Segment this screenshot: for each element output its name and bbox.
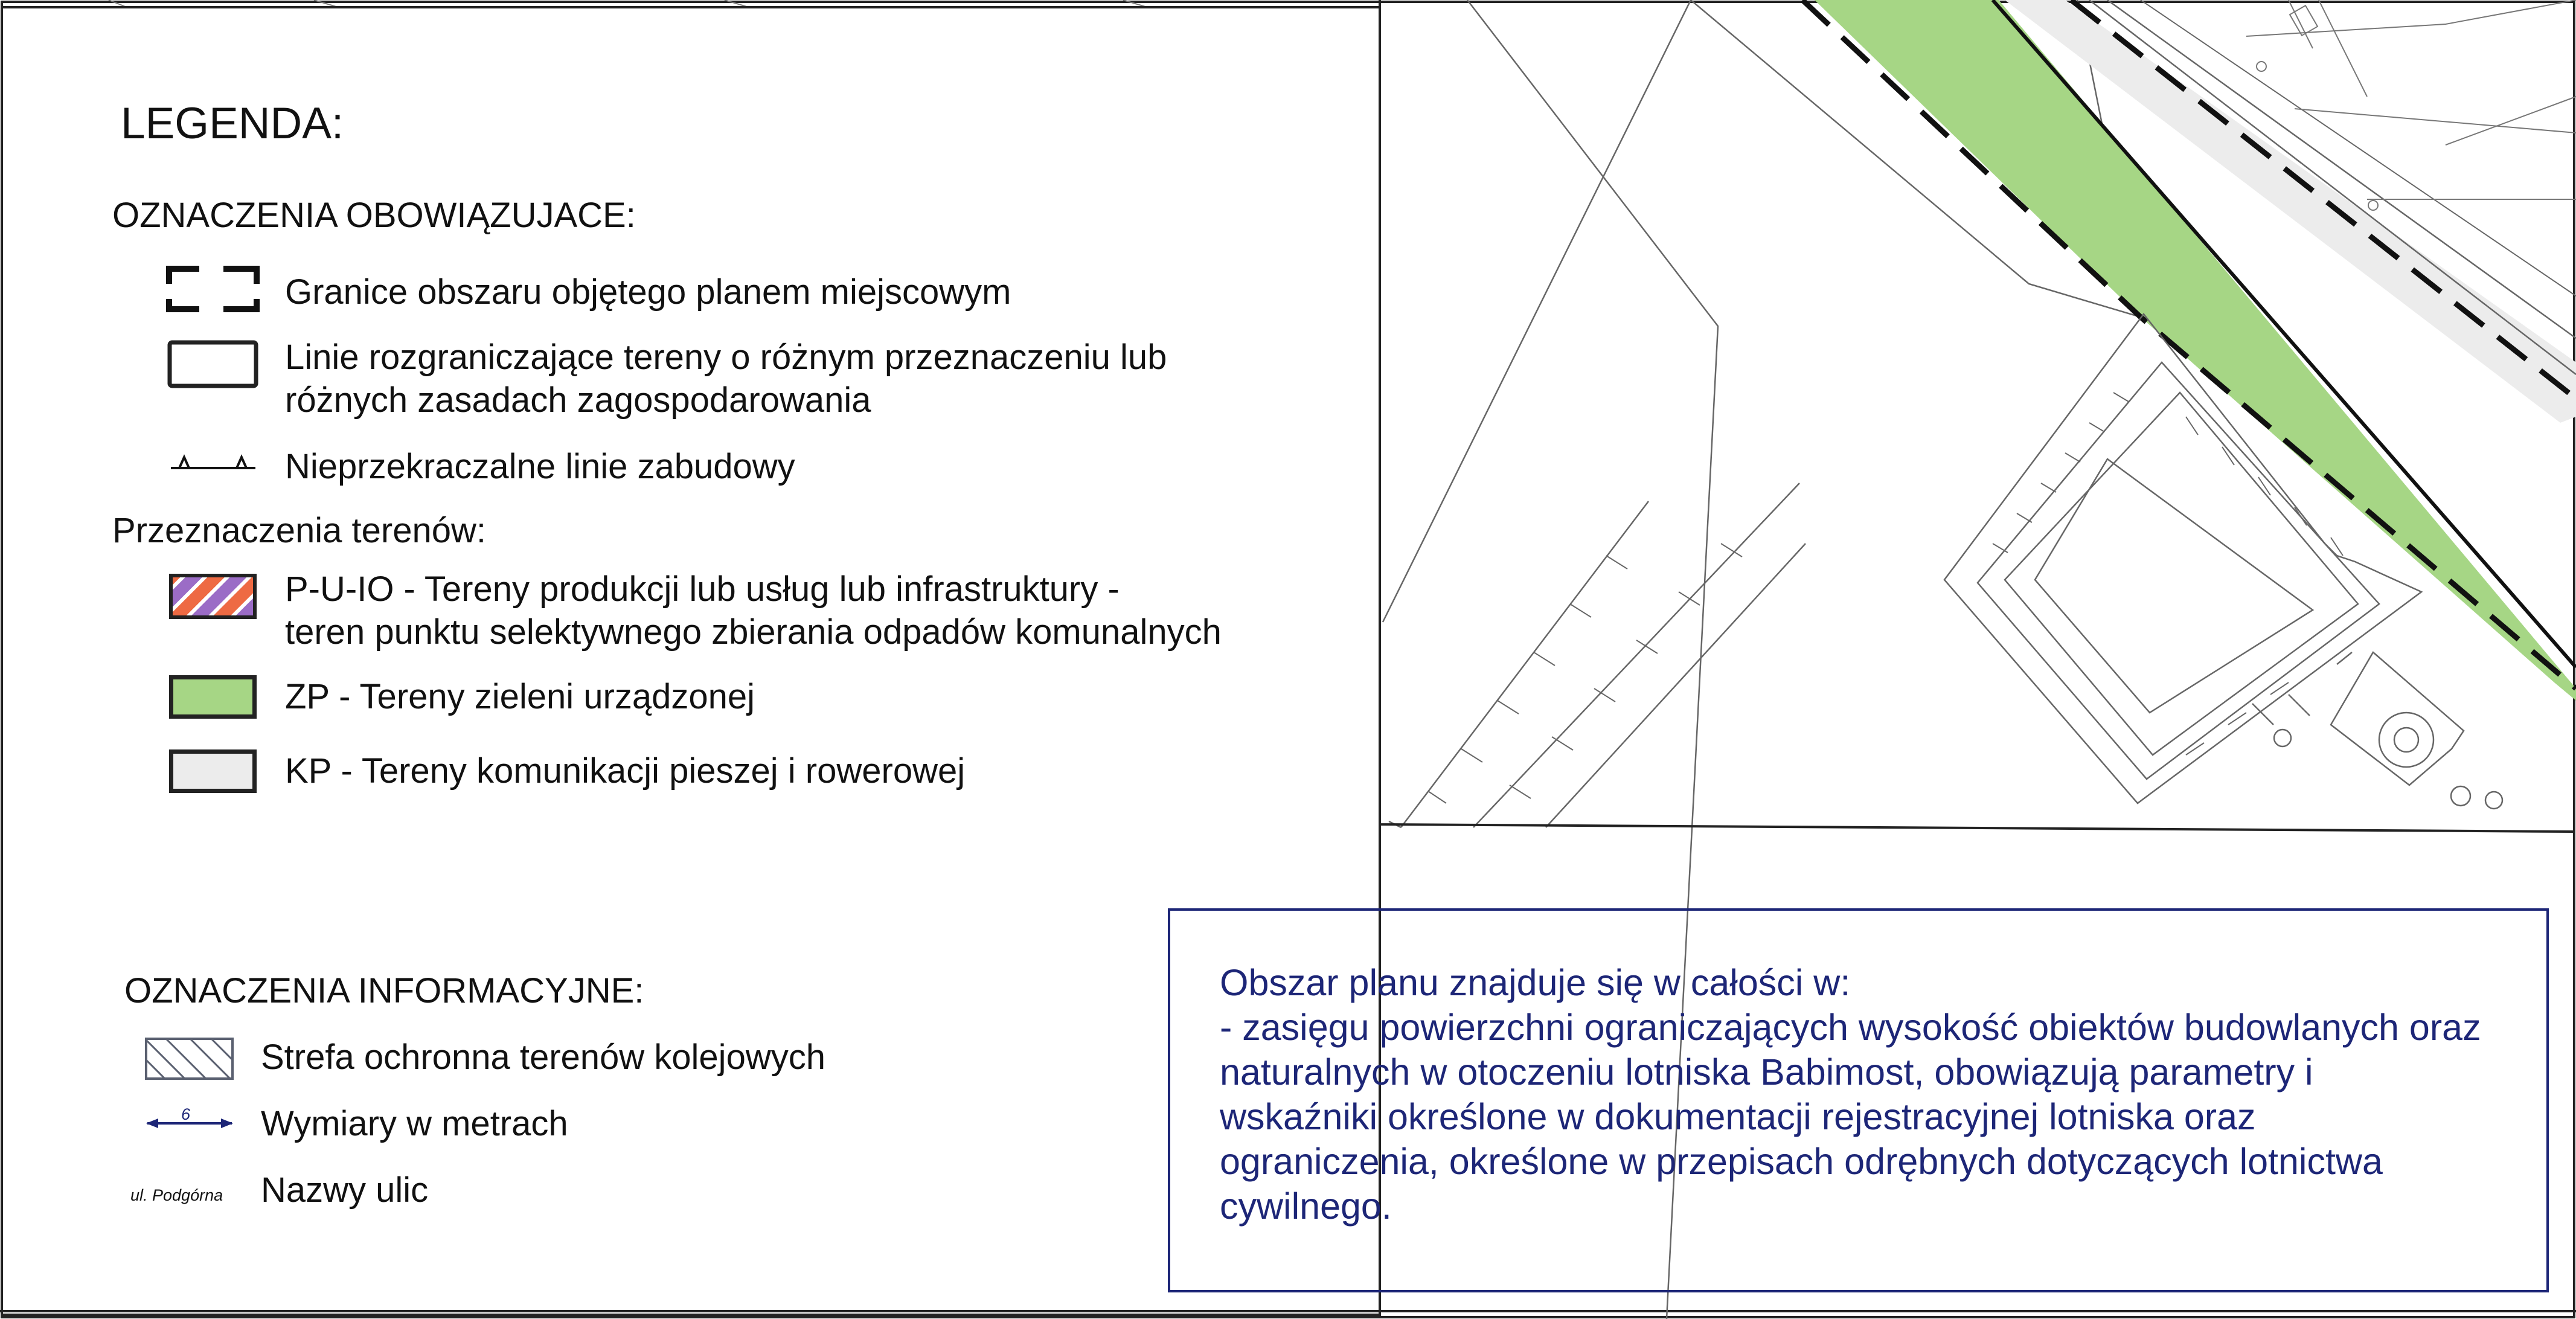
notice-line: wskaźniki określone w dokumentacji rejestracyjnej lotniska oraz <box>1220 1096 2256 1137</box>
notice-line: naturalnych w otoczeniu lotniska Babimost, obowiązują parametry i <box>1220 1051 2313 1093</box>
legend-label-boundary: Granice obszaru objętego planem miejscowym <box>285 272 1011 312</box>
notice-line: cywilnego. <box>1220 1186 1392 1227</box>
legend-label-dividing-lines-1: Linie rozgraniczające tereny o różnym przeznaczeniu lub <box>285 338 1167 377</box>
legend-label-dimensions: Wymiary w metrach <box>261 1104 568 1143</box>
binding-heading: OZNACZENIA OBOWIĄZUJACE: <box>112 196 636 235</box>
legend-label-street-names: Nazwy ulic <box>261 1170 429 1210</box>
dimension-sample: 6 <box>181 1105 191 1123</box>
info-heading: OZNACZENIA INFORMACYJNE: <box>124 971 644 1010</box>
dashed-boundary-icon <box>169 269 257 309</box>
legend-label-puio-2: teren punktu selektywnego zbierania odpadów komunalnych <box>285 612 1222 652</box>
legend-title: LEGENDA: <box>121 99 344 148</box>
legend-label-building-line: Nieprzekraczalne linie zabudowy <box>285 447 795 486</box>
notice-line: - zasięgu powierzchni ograniczających wysokość obiektów budowlanych oraz <box>1220 1007 2481 1048</box>
green-swatch <box>169 675 257 719</box>
street-name-sample: ul. Podgórna <box>130 1186 223 1204</box>
hatched-purple-orange-swatch <box>169 574 257 619</box>
legend-label-zp: ZP - Tereny zieleni urządzonej <box>285 677 755 716</box>
grey-swatch <box>169 749 257 793</box>
legend-label-kp: KP - Tereny komunikacji pieszej i rowerowej <box>285 751 966 791</box>
rail-buffer-hatch-icon <box>146 1039 232 1079</box>
land-use-heading: Przeznaczenia terenów: <box>112 511 486 550</box>
legend-label-rail-buffer: Strefa ochronna terenów kolejowych <box>261 1038 825 1077</box>
legend-label-puio-1: P-U-IO - Tereny produkcji lub usług lub infrastruktury - <box>285 570 1120 609</box>
airport-notice-box <box>1168 908 2549 1292</box>
legend-label-dividing-lines-2: różnych zasadach zagospodarowania <box>285 380 871 420</box>
notice-line: Obszar planu znajduje się w całości w: <box>1220 962 1851 1003</box>
building-line-icon <box>171 457 255 468</box>
solid-boundary-icon <box>170 342 256 386</box>
notice-line: ograniczenia, określone w przepisach odrębnych dotyczących lotnictwa <box>1220 1141 2383 1182</box>
